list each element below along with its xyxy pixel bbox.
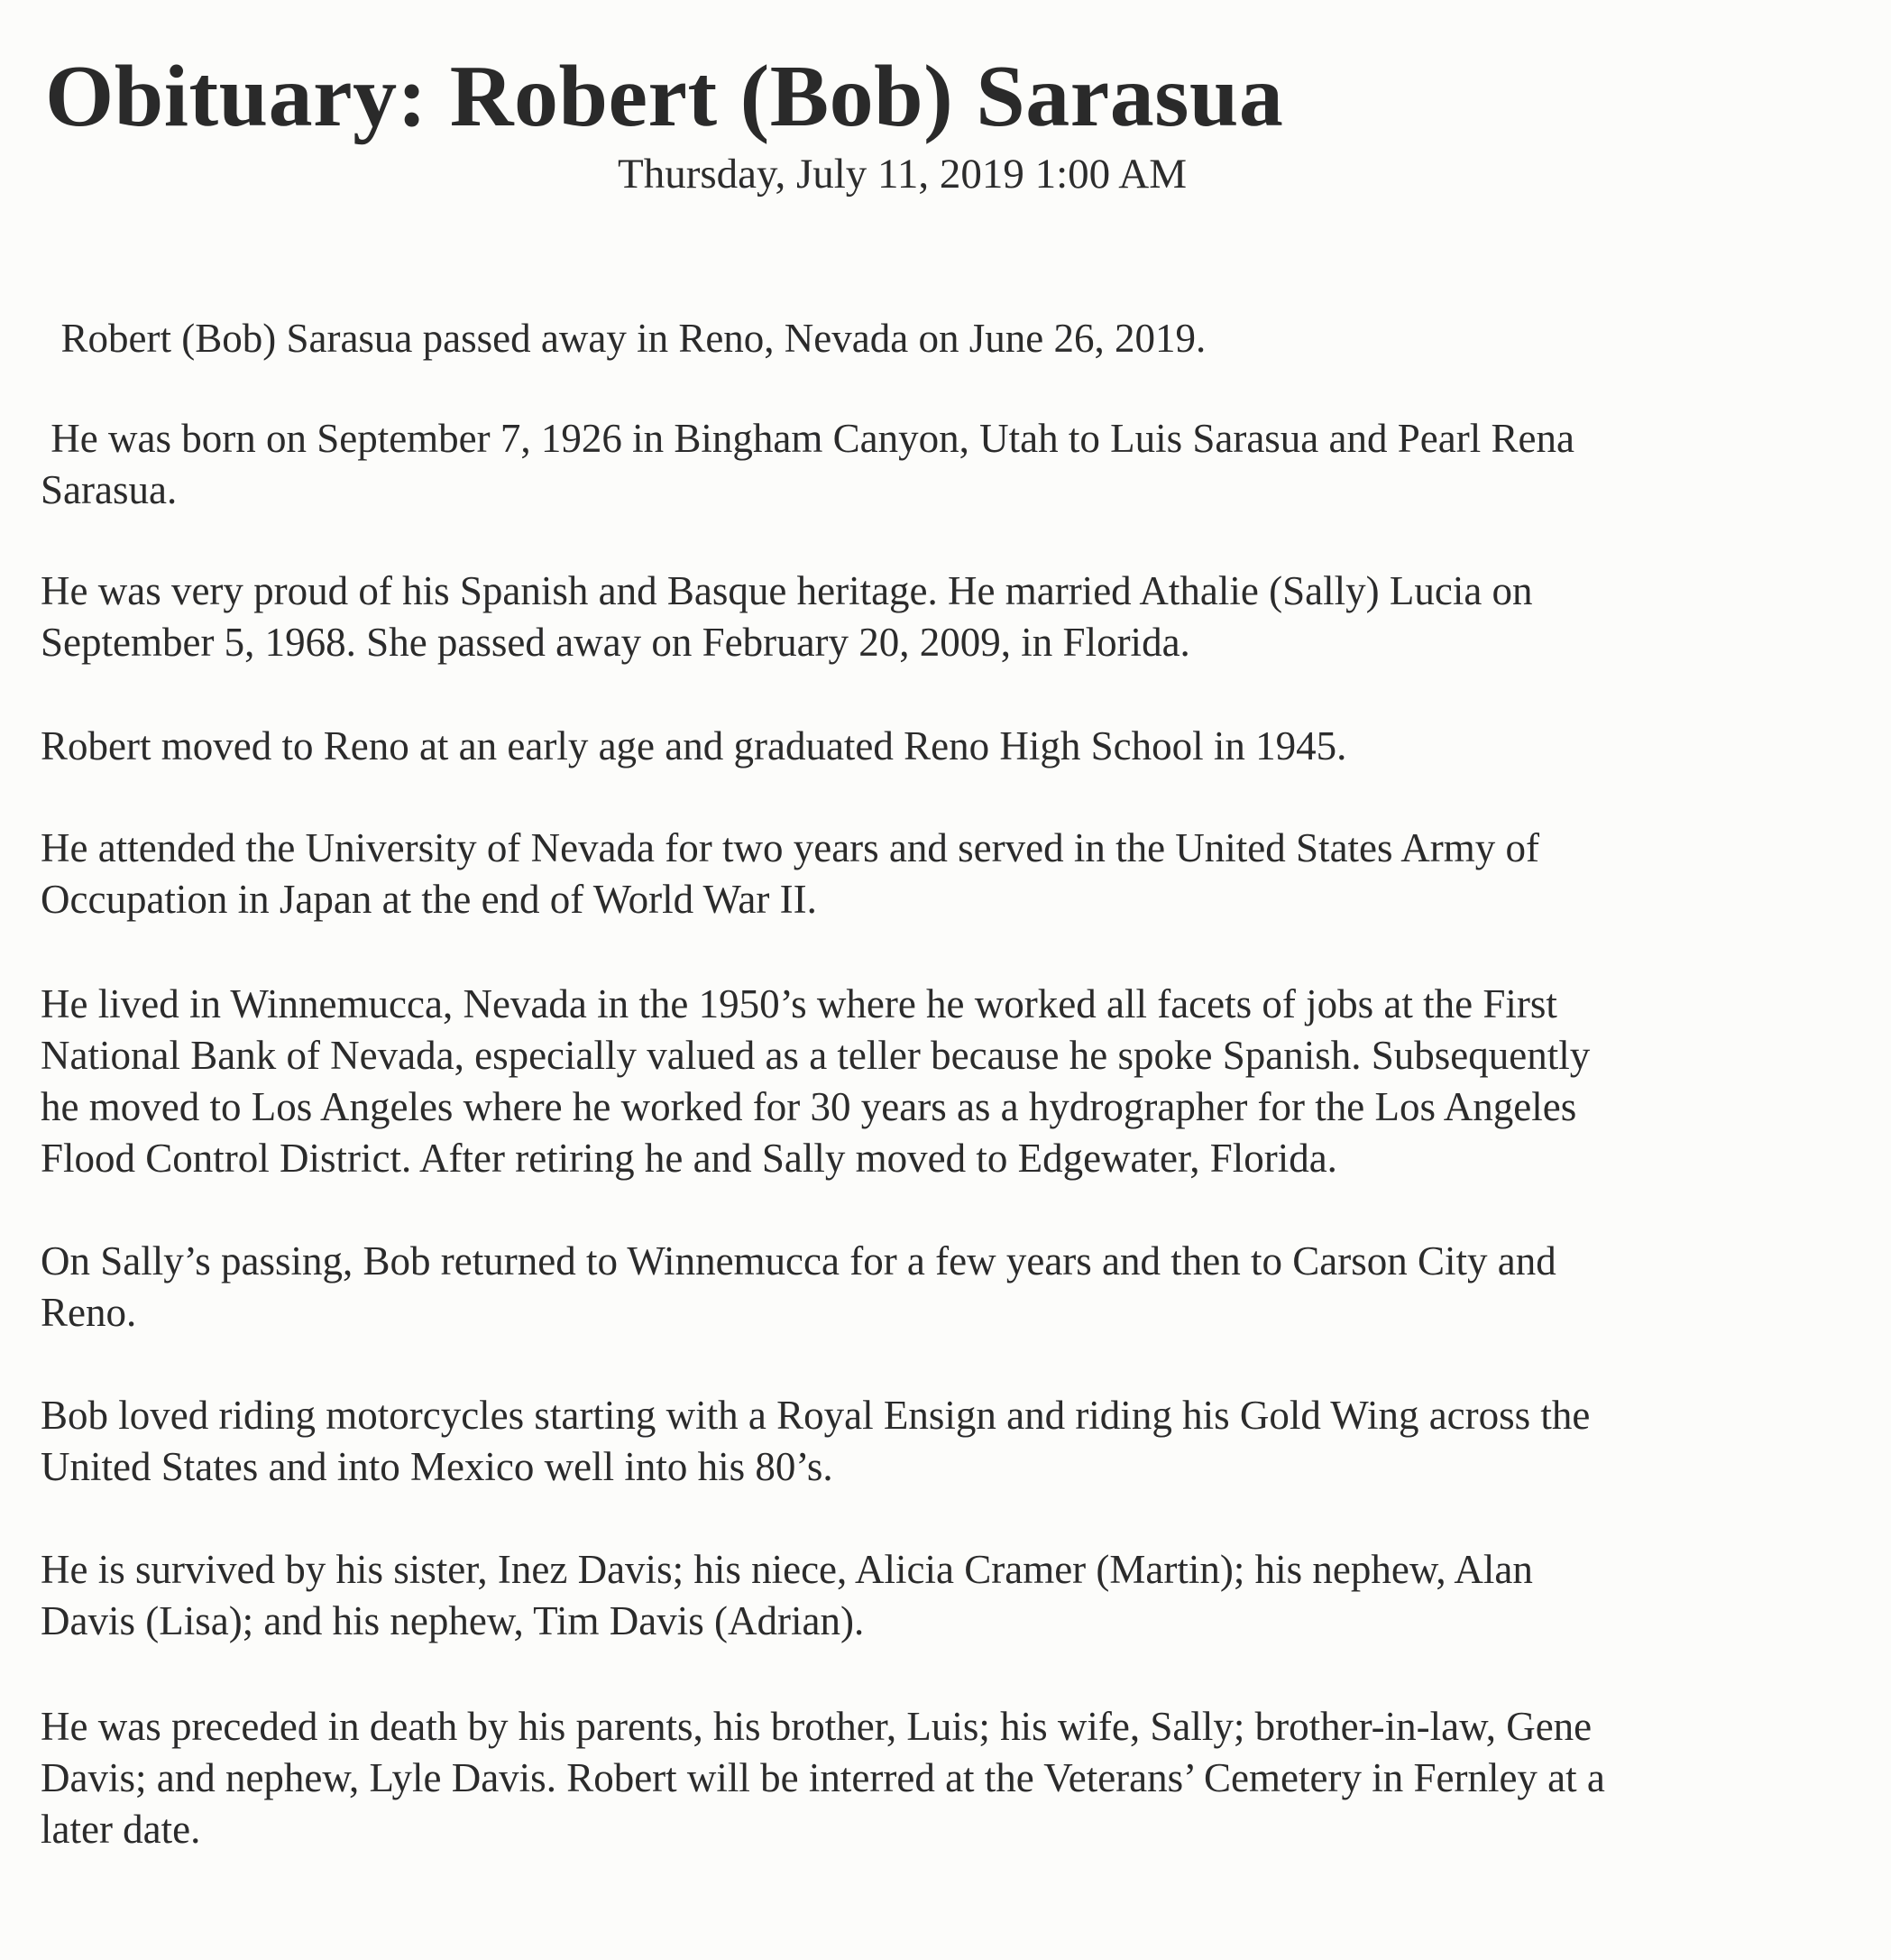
text-line: Occupation in Japan at the end of World War II. [41,877,817,922]
paragraph-education [41,721,1835,772]
text-line: He is survived by his sister, Inez Davis; his niece, Alicia Cramer (Martin); his nephew, Alan [41,1547,1533,1592]
text-line: He attended the University of Nevada for two years and served in the United States Army of [41,825,1540,870]
paragraph-preceded-interment [41,1701,1835,1855]
paragraph-birth [41,413,1835,516]
paragraph-motorcycles [41,1390,1835,1493]
text-line: He was preceded in death by his parents, his brother, Luis; his wife, Sally; brother-in-law, Gene [41,1704,1593,1749]
text-line: later date. [41,1807,201,1852]
page-title: Obituary: Robert (Bob) Sarasua [45,48,1284,145]
text-line: Sarasua. [41,467,178,512]
publish-dateline: Thursday, July 11, 2019 1:00 AM [618,151,1188,198]
text-line: United States and into Mexico well into his 80’s. [41,1444,833,1489]
text-line: Robert (Bob) Sarasua passed away in Reno, Nevada on June 26, 2019. [41,316,1207,361]
text-line: Davis; and nephew, Lyle Davis. Robert will be interred at the Veterans’ Cemetery in Fernley at a [41,1755,1605,1800]
text-line: He lived in Winnemucca, Nevada in the 1950’s where he worked all facets of jobs at the First [41,981,1557,1026]
text-line: Flood Control District. After retiring he and Sally moved to Edgewater, Florida. [41,1136,1337,1181]
text-line: Reno. [41,1290,137,1335]
text-line: Robert moved to Reno at an early age and graduated Reno High School in 1945. [41,723,1347,768]
paragraph-heritage-marriage [41,566,1835,668]
text-line: He was very proud of his Spanish and Basque heritage. He married Athalie (Sally) Lucia on [41,568,1533,613]
paragraph-military-service [41,823,1835,925]
text-line: He was born on September 7, 1926 in Bingham Canyon, Utah to Luis Sarasua and Pearl Rena [41,416,1574,461]
paragraph-later-years [41,1236,1835,1339]
paragraph-career [41,979,1835,1184]
text-line: National Bank of Nevada, especially valued as a teller because he spoke Spanish. Subsequently [41,1033,1591,1078]
text-line: Davis (Lisa); and his nephew, Tim Davis (Adrian). [41,1598,865,1643]
text-line: On Sally’s passing, Bob returned to Winnemucca for a few years and then to Carson City and [41,1238,1556,1284]
paragraph-survivors [41,1544,1835,1647]
paragraph-death-notice [41,313,1835,364]
text-line: Bob loved riding motorcycles starting with a Royal Ensign and riding his Gold Wing across the [41,1393,1591,1438]
text-line: September 5, 1968. She passed away on February 20, 2009, in Florida. [41,620,1190,665]
text-line: he moved to Los Angeles where he worked for 30 years as a hydrographer for the Los Angeles [41,1084,1577,1129]
